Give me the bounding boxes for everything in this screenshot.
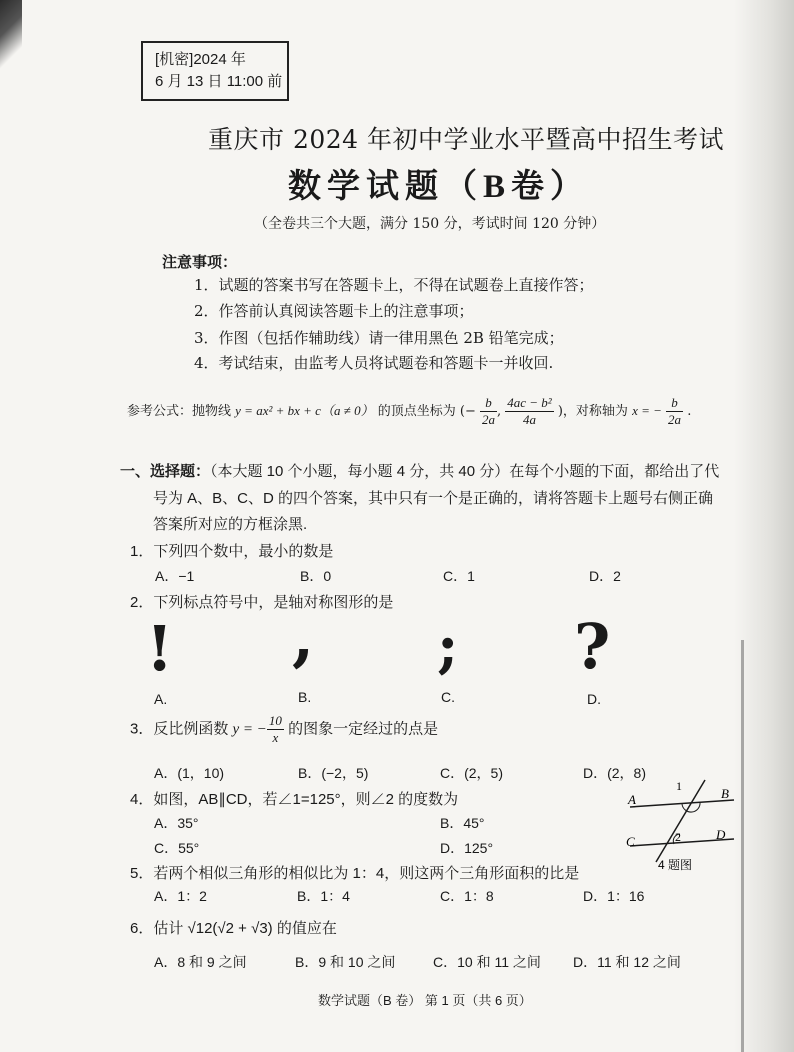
note-item: 4．考试结束，由监考人员将试题卷和答题卡一并收回. (194, 354, 554, 372)
question-3-stem (130, 713, 438, 746)
q3-option-b: B．(−2，5) (298, 765, 369, 781)
figure-caption: 4 题图 (658, 858, 693, 872)
q3-stem-prefix: 3．反比例函数 (130, 720, 229, 738)
question-4-stem: 4．如图，AB∥CD，若∠1=125°，则∠2 的度数为 (130, 791, 459, 808)
label-b: B (721, 786, 729, 801)
fraction-denominator: 4a (522, 412, 536, 427)
question-6-stem: 6．估计 √12(√2 + √3) 的值应在 (130, 920, 337, 937)
fraction-denominator: 2a (482, 412, 495, 427)
q1-option-d: D．2 (589, 568, 621, 584)
note-item: 1．试题的答案书写在答题卡上，不得在试题卷上直接作答； (194, 276, 594, 294)
fraction-numerator: 10 (268, 713, 282, 728)
fraction-denominator: 2a (668, 412, 682, 427)
q4-option-b: B．45° (440, 815, 485, 831)
note-item: 2．作答前认真阅读答题卡上的注意事项； (194, 302, 474, 320)
q3-function-lhs: y = − (232, 721, 267, 738)
q6-option-c: C．10 和 11 之间 (433, 954, 541, 970)
comma-glyph: , (292, 600, 315, 675)
question-1-stem: 1．下列四个数中，最小的数是 (130, 543, 334, 560)
q2-option-b: B. (298, 689, 312, 705)
question-5-stem: 5．若两个相似三角形的相似比为 1：4，则这两个三角形面积的比是 (130, 865, 580, 882)
label-angle-1: 1 (676, 779, 682, 793)
notes-heading: 注意事项： (162, 254, 238, 271)
fraction-numerator: 4ac − b² (507, 395, 552, 410)
formula-mid-text: 的顶点坐标为 (377, 404, 456, 419)
q5-option-c: C．1：8 (440, 888, 494, 904)
fraction-denominator: x (272, 730, 279, 745)
q4-option-d: D．125° (440, 840, 494, 856)
vertex-close: )，对称轴为 (557, 404, 628, 419)
page-corner-shadow (0, 0, 22, 70)
note-item: 3．作图（包括作辅助线）请一律用黑色 2B 铅笔完成； (194, 329, 564, 347)
semicolon-glyph: ; (437, 612, 459, 680)
q1-option-b: B．0 (300, 568, 332, 584)
question-mark-glyph: ? (574, 610, 611, 683)
q6-option-d: D．11 和 12 之间 (573, 954, 681, 970)
q3-fraction (267, 713, 284, 746)
fraction-axis (666, 395, 683, 428)
section-instructions-line-3: 答案所对应的方框涂黑. (153, 516, 308, 533)
formula-prefix: 参考公式：抛物线 (127, 404, 232, 419)
q2-option-d: D. (587, 691, 601, 707)
fraction-4ac-minus-b2-over-4a (505, 395, 553, 428)
section-instructions-line-2: 号为 A、B、C、D 的四个答案，其中只有一个是正确的，请将答题卡上题号右侧正确 (153, 490, 714, 507)
q5-option-a: A．1：2 (154, 888, 207, 904)
q5-option-d: D．1：16 (583, 888, 645, 904)
section-title: 一、选择题： (120, 463, 211, 480)
formula-end: . (687, 404, 692, 419)
confidential-line-1: [机密]2024 年 (155, 51, 246, 68)
q6-option-a: A．8 和 9 之间 (154, 954, 247, 970)
exam-subtitle: （全卷共三个大题，满分 150 分，考试时间 120 分钟） (254, 216, 606, 232)
formula-expression: y = ax² + bx + c（a ≠ 0） (235, 403, 374, 418)
label-c: C (626, 834, 635, 849)
reference-formula: 参考公式：抛物线 y = ax² + bx + c（a ≠ 0） 的顶点坐标为 (− $\frac{b}{2a}$ , $\frac{\text{4ac − b²}}{4a}$ )，对称轴为 x = − $\frac{b}{2a}$ . (127, 395, 692, 427)
q4-parallel-lines-figure (620, 776, 740, 876)
section-heading (120, 460, 719, 481)
page-footer: 数学试题（B 卷） 第 1 页（共 6 页） (318, 993, 532, 1008)
q3-option-d: D．(2，8) (583, 765, 647, 781)
fraction-numerator: b (666, 395, 683, 412)
section-instructions: （本大题 10 个小题，每小题 4 分，共 40 分）在每个小题的下面，都给出了代 (210, 463, 720, 480)
q2-option-a: A. (154, 691, 168, 707)
q1-option-a: A．−1 (155, 568, 195, 584)
paper-title: 数学试题（B卷） (288, 169, 590, 205)
q4-option-a: A．35° (154, 815, 199, 831)
vertex-open: (− (459, 404, 476, 419)
axis-expression: x = − (632, 403, 662, 418)
exclamation-mark-glyph: ! (146, 612, 174, 685)
q1-option-c: C．1 (443, 568, 475, 584)
q4-option-c: C．55° (154, 840, 200, 856)
question-2-stem: 2．下列标点符号中，是轴对称图形的是 (130, 594, 394, 611)
q3-option-a: A．(1，10) (154, 765, 225, 781)
confidential-line-2: 6 月 13 日 11:00 前 (155, 73, 283, 90)
exam-name: 重庆市 2024 年初中学业水平暨高中招生考试 (208, 125, 725, 154)
confidential-stamp (141, 41, 289, 101)
q3-stem-suffix: 的图象一定经过的点是 (288, 720, 439, 738)
fraction-numerator: b (480, 395, 497, 412)
page-fold-line (741, 640, 744, 1052)
q5-option-b: B．1：4 (297, 888, 350, 904)
q3-option-c: C．(2，5) (440, 765, 504, 781)
label-angle-2: 2 (675, 830, 681, 844)
q6-option-b: B．9 和 10 之间 (295, 954, 396, 970)
q2-option-c: C. (441, 689, 455, 705)
label-a: A (628, 792, 636, 807)
label-d: D (716, 827, 726, 842)
fraction-b-over-2a (480, 395, 497, 428)
